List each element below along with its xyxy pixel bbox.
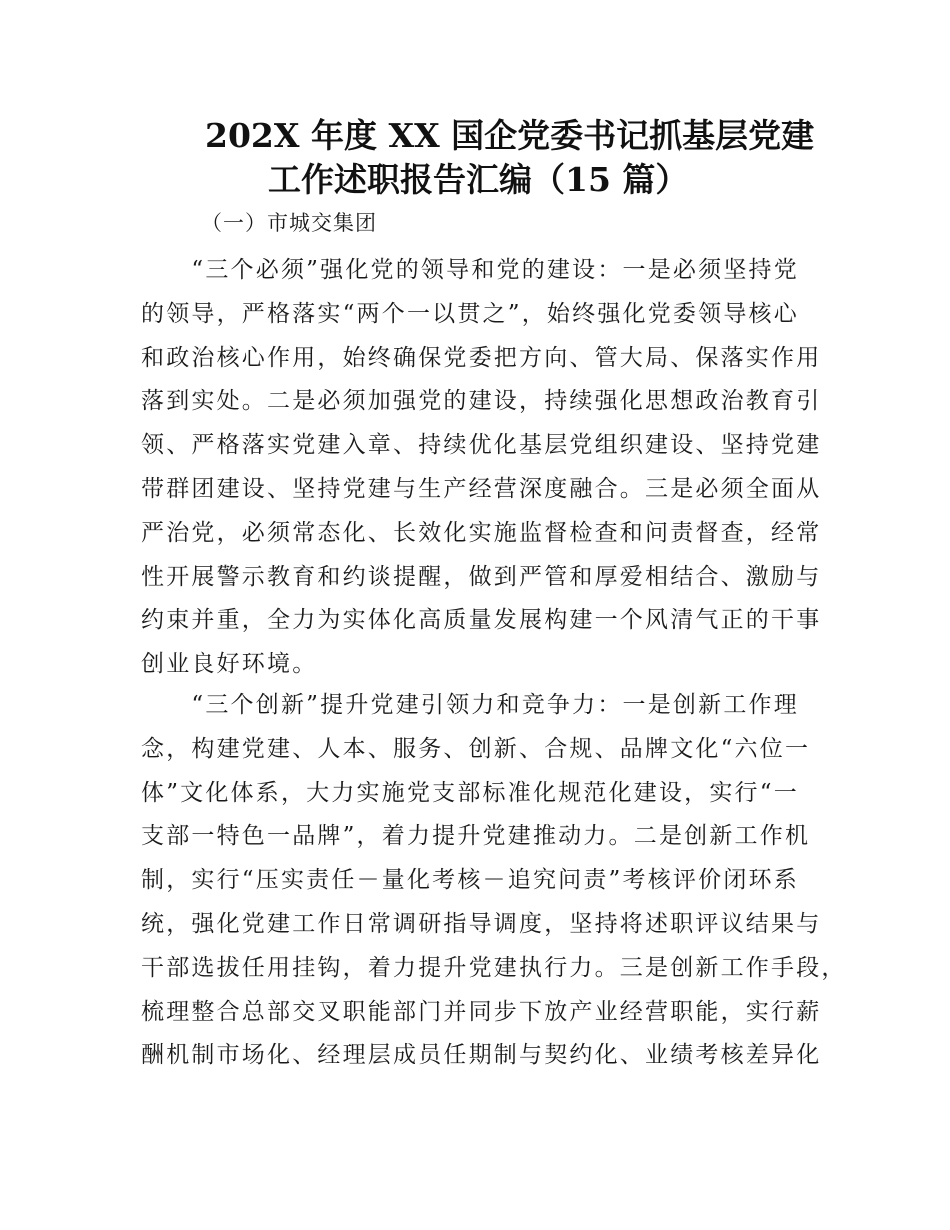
paragraph-line: 的领导，严格落实“两个一以贯之”，始终强化党委领导核心 xyxy=(141,300,799,327)
paragraph-line: 梳理整合总部交叉职能部门并同步下放产业经营职能，实行薪 xyxy=(141,998,822,1025)
paragraph-line: 体”文化体系，大力实施党支部标准化规范化建设，实行“一 xyxy=(141,779,799,806)
paragraph-line: “三个创新”提升党建引领力和竞争力：一是创新工作理 xyxy=(141,692,799,718)
paragraph-line: 严治党，必须常态化、长效化实施监督检查和问责督查，经常 xyxy=(141,519,822,546)
paragraph-line: 酬机制市场化、经理层成员任期制与契约化、业绩考核差异化 xyxy=(141,1042,822,1069)
paragraph-three-innovations xyxy=(141,684,847,1078)
paragraph-line: 领、严格落实党建入章、持续优化基层党组织建设、坚持党建 xyxy=(141,432,822,459)
paragraph-line: 统，强化党建工作日常调研指导调度，坚持将述职评议结果与 xyxy=(141,910,822,937)
paragraph-line: 干部选拔任用挂钩，着力提升党建执行力。三是创新工作手段， xyxy=(141,954,847,981)
paragraph-line: 制，实行“压实责任－量化考核－追究问责”考核评价闭环系 xyxy=(141,867,799,894)
section-heading: （一）市城交集团 xyxy=(201,211,377,235)
paragraph-line: 支部一特色一品牌”，着力提升党建推动力。二是创新工作机 xyxy=(141,823,811,850)
paragraph-line: 和政治核心作用，始终确保党委把方向、管大局、保落实作用 xyxy=(141,344,822,371)
paragraph-line: 带群团建设、坚持党建与生产经营深度融合。三是必须全面从 xyxy=(141,475,822,502)
paragraph-line: 落到实处。二是必须加强党的建设，持续强化思想政治教育引 xyxy=(141,388,822,415)
paragraph-line: 创业良好环境。 xyxy=(141,651,318,678)
paragraph-line: 约束并重，全力为实体化高质量发展构建一个风清气正的干事 xyxy=(141,607,822,634)
document-title-line-2: 工作述职报告汇编（15 篇） xyxy=(268,160,689,199)
document-title-line-1: 202X 年度 XX 国企党委书记抓基层党建 xyxy=(205,116,815,155)
paragraph-line: 性开展警示教育和约谈提醒，做到严管和厚爱相结合、激励与 xyxy=(141,563,822,590)
paragraph-line: “三个必须”强化党的领导和党的建设：一是必须坚持党 xyxy=(141,257,799,283)
paragraph-three-musts xyxy=(141,249,822,687)
paragraph-line: 念，构建党建、人本、服务、创新、合规、品牌文化“六位一 xyxy=(141,735,811,762)
